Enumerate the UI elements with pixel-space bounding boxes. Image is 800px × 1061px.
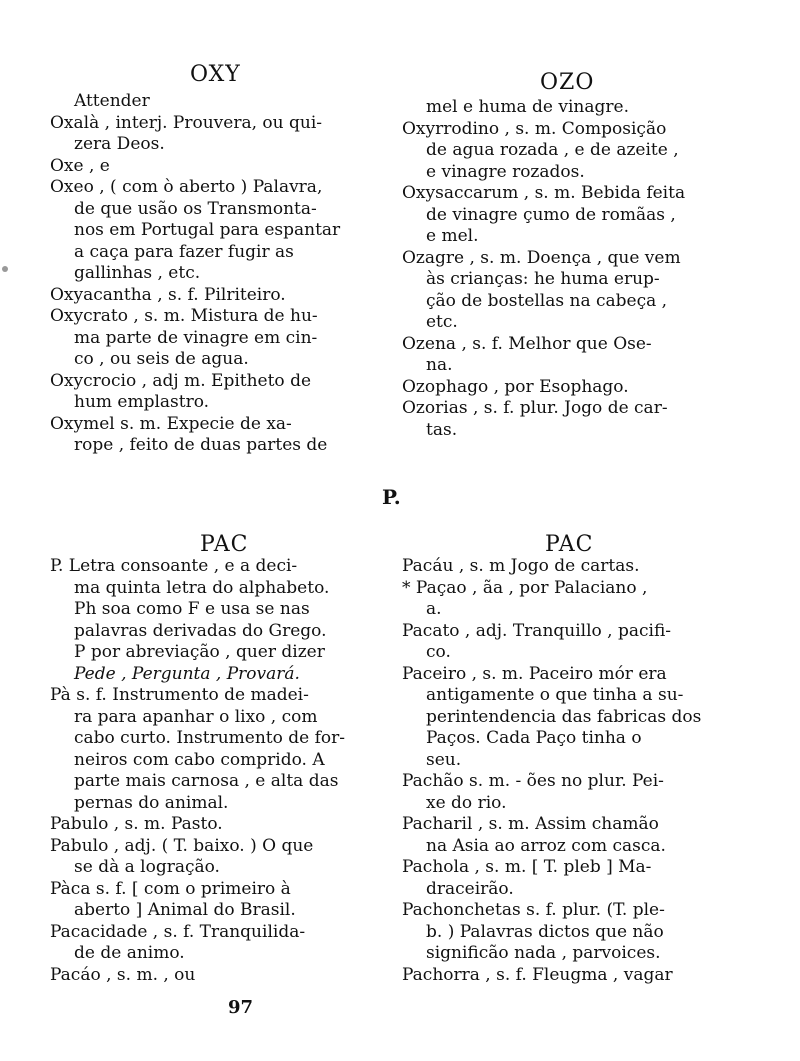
entry-line: Ozagre , s. m. Doença , que vem: [402, 247, 681, 268]
entry-line: na Asia ao arroz com casca.: [426, 835, 666, 856]
entry-line: de de animo.: [74, 943, 185, 963]
entry-line: Pacato , adj. Tranquillo , pacifi-: [402, 620, 672, 641]
entry-line: neiros com cabo comprido. A: [74, 749, 325, 770]
entry-line: ra para apanhar o lixo , com: [74, 706, 318, 727]
entry-line: Oxycrocio , adj m. Epitheto de: [50, 370, 312, 391]
entry-line: Ph soa como F e usa se nas: [74, 599, 310, 619]
entry-line: de que usão os Transmonta-: [74, 198, 317, 219]
header-pac-left: PAC: [200, 532, 249, 557]
entry-line: P por abreviação , quer dizer: [74, 642, 325, 662]
column-bottom-right: [402, 556, 701, 986]
entry-line: * Paçao , ãa , por Palaciano ,: [402, 577, 648, 598]
entry-line: Pacáu , s. m Jogo de cartas.: [402, 556, 640, 576]
entry-line: Pacacidade , s. f. Tranquilida-: [50, 921, 306, 942]
entry-line: b. ) Palavras dictos que não: [426, 921, 664, 942]
entry-line: Oxe , e: [50, 155, 110, 176]
entry-line: draceirão.: [426, 878, 514, 899]
entry-line: Oxymel s. m. Expecie de xa-: [50, 413, 292, 434]
entry-line: Pachão s. m. - ões no plur. Pei-: [402, 771, 664, 791]
column-top-left: [50, 91, 340, 457]
entry-line: Pabulo , adj. ( T. baixo. ) O que: [50, 835, 314, 856]
page-number: 97: [228, 997, 254, 1018]
entry-line: palavras derivadas do Grego.: [74, 620, 327, 641]
entry-line: Oxeo , ( com ò aberto ) Palavra,: [50, 177, 323, 197]
entry-line: nos em Portugal para espantar: [74, 220, 341, 240]
entry-line: tas.: [426, 419, 458, 440]
entry-line: Oxysaccarum , s. m. Bebida feita: [402, 183, 686, 203]
entry-line: Oxycrato , s. m. Mistura de hu-: [50, 306, 318, 326]
entry-line: Pachonchetas s. f. plur. (T. ple-: [402, 900, 665, 920]
entry-line: Paços. Cada Paço tinha o: [426, 728, 642, 748]
entry-line: Pachola , s. m. [ T. pleb ] Ma-: [402, 857, 652, 877]
entry-line: rope , feito de duas partes de: [74, 435, 328, 455]
header-ozo: OZO: [540, 70, 595, 95]
column-bottom-left: [50, 556, 345, 986]
entry-line: P. Letra consoante , e a deci-: [50, 556, 298, 576]
entry-line: aberto ] Animal do Brasil.: [74, 900, 296, 920]
entry-line: e vinagre rozados.: [426, 161, 585, 182]
entry-line: Pede , Pergunta , Provará.: [74, 663, 300, 684]
entry-line: ção de bostellas na cabeça ,: [426, 290, 668, 311]
entry-line: Pabulo , s. m. Pasto.: [50, 814, 223, 834]
entry-line: às crianças: he huma erup-: [426, 269, 660, 289]
entry-line: se dà a logração.: [74, 857, 220, 877]
entry-line: Oxalà , interj. Prouvera, ou qui-: [50, 112, 323, 133]
header-pac-right: PAC: [545, 532, 594, 557]
entry-line: Pacáo , s. m. , ou: [50, 964, 196, 985]
entry-line: hum emplastro.: [74, 392, 210, 412]
entry-line: Oxyacantha , s. f. Pilriteiro.: [50, 284, 286, 305]
entry-line: Pacharil , s. m. Assim chamão: [402, 814, 659, 834]
entry-line: ma quinta letra do alphabeto.: [74, 577, 330, 598]
entry-line: ma parte de vinagre em cin-: [74, 327, 318, 348]
entry-line: co , ou seis de agua.: [74, 349, 249, 369]
entry-line: etc.: [426, 312, 458, 332]
entry-line: Oxyrrodino , s. m. Composição: [402, 118, 667, 139]
entry-line: Ozophago , por Esophago.: [402, 376, 629, 397]
entry-line: xe do rio.: [426, 792, 507, 813]
entry-line: de agua rozada , e de azeite ,: [426, 140, 679, 160]
entry-line: zera Deos.: [74, 134, 165, 154]
entry-line: a.: [426, 599, 442, 619]
entry-line: e mel.: [426, 226, 479, 246]
entry-line: Paceiro , s. m. Paceiro mór era: [402, 663, 667, 684]
entry-line: co.: [426, 642, 451, 662]
page-speck: [2, 266, 8, 272]
entry-line: na.: [426, 355, 453, 375]
entry-line: Attender: [74, 91, 150, 111]
entry-line: Pachorra , s. f. Fleugma , vagar: [402, 964, 673, 985]
column-top-right: [402, 97, 685, 441]
entry-line: gallinhas , etc.: [74, 263, 201, 283]
entry-line: Pà s. f. Instrumento de madei-: [50, 685, 309, 705]
entry-line: Ozena , s. f. Melhor que Ose-: [402, 333, 652, 354]
header-oxy: OXY: [190, 62, 241, 87]
entry-line: de vinagre çumo de romãas ,: [426, 204, 676, 225]
entry-line: pernas do animal.: [74, 792, 229, 813]
entry-line: seu.: [426, 749, 462, 770]
entry-line: a caça para fazer fugir as: [74, 241, 294, 262]
entry-line: cabo curto. Instrumento de for-: [74, 728, 345, 748]
entry-line: perintendencia das fabricas dos: [426, 706, 702, 727]
entry-line: significão nada , parvoices.: [426, 943, 661, 963]
entry-line: parte mais carnosa , e alta das: [74, 771, 339, 791]
entry-line: Pàca s. f. [ com o primeiro à: [50, 878, 291, 899]
entry-line: Ozorias , s. f. plur. Jogo de car-: [402, 398, 668, 418]
entry-line: mel e huma de vinagre.: [426, 97, 629, 117]
section-letter: P.: [382, 485, 401, 509]
entry-line: antigamente o que tinha a su-: [426, 685, 684, 705]
